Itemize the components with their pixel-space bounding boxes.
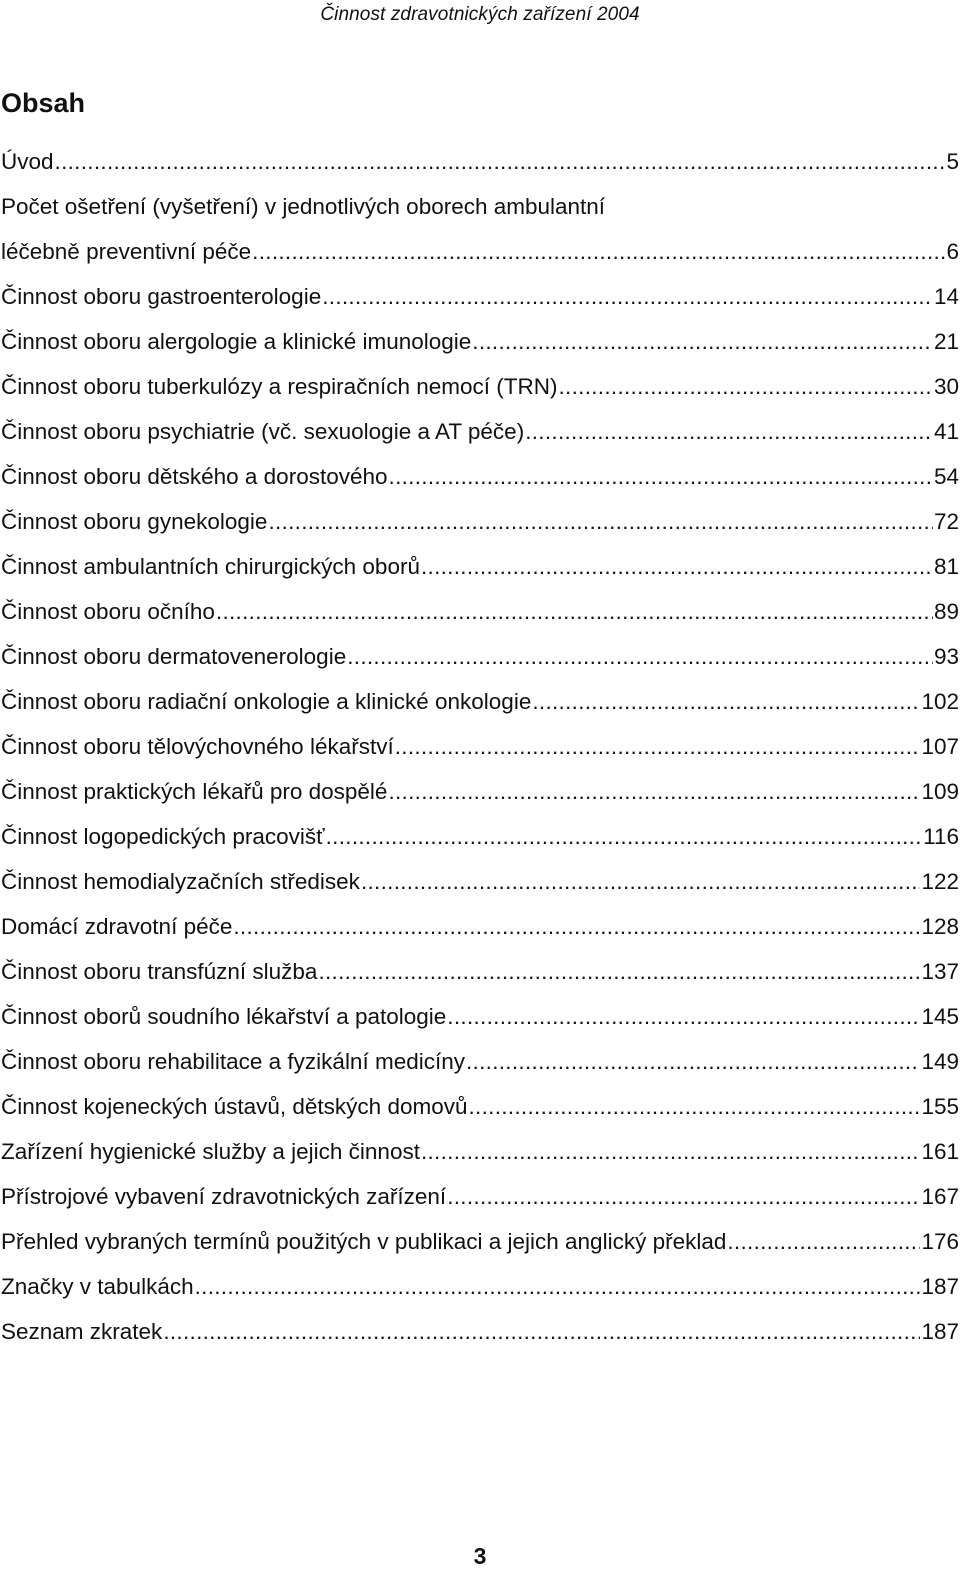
- toc-entry[interactable]: [1, 279, 959, 324]
- toc-entry-page: 167: [921, 1184, 959, 1209]
- running-header: Činnost zdravotnických zařízení 2004: [320, 4, 640, 25]
- toc-entry-title: Činnost oboru dětského a dorostového: [1, 464, 388, 489]
- toc-dot-leader: [388, 774, 920, 810]
- toc-entry-page: 145: [921, 1004, 959, 1029]
- toc-entry-page: 14: [933, 284, 959, 309]
- toc-entry-page: 5: [946, 149, 959, 174]
- toc-dot-leader: [233, 909, 920, 945]
- toc-entry-page: 93: [933, 644, 959, 669]
- toc-dot-leader: [195, 1269, 921, 1305]
- toc-dot-leader: [163, 1314, 920, 1350]
- toc-entry[interactable]: [1, 999, 959, 1044]
- toc-entry[interactable]: [1, 774, 959, 819]
- toc-entry-page: 155: [921, 1094, 959, 1119]
- toc-entry[interactable]: [1, 504, 959, 549]
- toc-dot-leader: [525, 414, 933, 450]
- toc-entry[interactable]: [1, 909, 959, 954]
- toc-entry[interactable]: [1, 864, 959, 909]
- toc-entry-page: 149: [921, 1049, 959, 1074]
- toc-dot-leader: [326, 819, 923, 855]
- toc-entry-page: 72: [933, 509, 959, 534]
- toc-entry[interactable]: [1, 1089, 959, 1134]
- toc-entry-page: 187: [921, 1319, 959, 1344]
- toc-dot-leader: [395, 729, 921, 765]
- toc-entry[interactable]: [1, 684, 959, 729]
- toc-dot-leader: [322, 279, 933, 315]
- toc-entry-title: Činnost oboru psychiatrie (vč. sexuologie a AT péče): [1, 419, 525, 444]
- toc-dot-leader: [447, 999, 920, 1035]
- toc-entry-page: 137: [921, 959, 959, 984]
- toc-entry-page: 81: [933, 554, 959, 579]
- toc-entry[interactable]: [1, 1179, 959, 1224]
- toc-dot-leader: [466, 1044, 920, 1080]
- toc-entry-page: 109: [921, 779, 959, 804]
- toc-entry-page: 176: [921, 1229, 959, 1254]
- toc-entry-title: Seznam zkratek: [1, 1319, 163, 1344]
- toc-entry[interactable]: [1, 189, 959, 279]
- toc-entry-title: Činnost hemodialyzačních středisek: [1, 869, 360, 894]
- toc-entry-title: Činnost oborů soudního lékařství a patologie: [1, 1004, 447, 1029]
- toc-entry[interactable]: [1, 729, 959, 774]
- toc-entry[interactable]: [1, 1314, 959, 1359]
- toc-dot-leader: [421, 1134, 921, 1170]
- toc-dot-leader: [532, 684, 920, 720]
- toc-dot-leader: [469, 1089, 921, 1125]
- toc-entry[interactable]: [1, 819, 959, 864]
- toc-entry[interactable]: [1, 324, 959, 369]
- toc-dot-leader: [268, 504, 933, 540]
- toc-entry[interactable]: [1, 459, 959, 504]
- toc-entry-page: 187: [921, 1274, 959, 1299]
- toc-entry[interactable]: [1, 549, 959, 594]
- page-number: 3: [473, 1543, 487, 1569]
- toc-entry-title: Činnost oboru rehabilitace a fyzikální medicíny: [1, 1049, 465, 1074]
- toc-dot-leader: [389, 459, 933, 495]
- toc-entry-title: Činnost oboru transfúzní služba: [1, 959, 318, 984]
- toc-entry-title: Činnost oboru tělovýchovného lékařství: [1, 734, 394, 759]
- toc-entry-title: léčebně preventivní péče: [1, 239, 252, 264]
- toc-entry-page: 89: [933, 599, 959, 624]
- toc-entry[interactable]: [1, 1044, 959, 1089]
- toc-entry[interactable]: [1, 1134, 959, 1179]
- table-of-contents: [1, 144, 959, 1359]
- toc-dot-leader: [55, 144, 946, 180]
- toc-entry-title: Značky v tabulkách: [1, 1274, 194, 1299]
- toc-entry-title: Činnost ambulantních chirurgických oborů: [1, 554, 420, 579]
- toc-dot-leader: [347, 639, 933, 675]
- toc-entry-title: Činnost praktických lékařů pro dospělé: [1, 779, 388, 804]
- toc-entry-title-line-1: Počet ošetření (vyšetření) v jednotlivých oborech ambulantní: [1, 194, 606, 219]
- toc-dot-leader: [361, 864, 921, 900]
- toc-entry-title: Činnost oboru gynekologie: [1, 509, 268, 534]
- toc-entry-title: Domácí zdravotní péče: [1, 914, 233, 939]
- toc-entry-title: Zařízení hygienické služby a jejich činnost: [1, 1139, 420, 1164]
- toc-entry-title: Úvod: [1, 149, 54, 174]
- toc-entry[interactable]: [1, 1224, 959, 1269]
- toc-dot-leader: [421, 549, 933, 585]
- toc-dot-leader: [558, 369, 932, 405]
- toc-entry[interactable]: [1, 369, 959, 414]
- toc-entry-page: 122: [921, 869, 959, 894]
- toc-dot-leader: [318, 954, 920, 990]
- toc-dot-leader: [216, 594, 933, 630]
- toc-entry-page: 6: [946, 239, 959, 264]
- toc-entry-title: Činnost kojeneckých ústavů, dětských domovů: [1, 1094, 468, 1119]
- toc-dot-leader: [472, 324, 933, 360]
- toc-entry-page: 107: [921, 734, 959, 759]
- toc-entry[interactable]: [1, 414, 959, 459]
- toc-heading: Obsah: [1, 88, 86, 118]
- toc-entry-page: 161: [921, 1139, 959, 1164]
- toc-entry-page: 116: [923, 824, 959, 849]
- toc-entry-page: 128: [921, 914, 959, 939]
- toc-entry-page: 21: [933, 329, 959, 354]
- toc-entry-title: Přehled vybraných termínů použitých v publikaci a jejich anglický překlad: [1, 1229, 727, 1254]
- toc-entry-title: Činnost oboru tuberkulózy a respiračních nemocí (TRN): [1, 374, 558, 399]
- toc-entry-page: 30: [933, 374, 959, 399]
- toc-dot-leader: [447, 1179, 920, 1215]
- toc-entry[interactable]: [1, 1269, 959, 1314]
- toc-entry-page: 54: [933, 464, 959, 489]
- toc-entry[interactable]: [1, 954, 959, 999]
- toc-entry[interactable]: [1, 639, 959, 684]
- toc-entry-page: 41: [933, 419, 959, 444]
- toc-dot-leader: [252, 234, 945, 270]
- toc-entry-page: 102: [921, 689, 959, 714]
- toc-entry-title: Činnost oboru radiační onkologie a klinické onkologie: [1, 689, 532, 714]
- toc-entry[interactable]: [1, 144, 959, 189]
- toc-entry-title: Přístrojové vybavení zdravotnických zařízení: [1, 1184, 447, 1209]
- toc-entry[interactable]: [1, 594, 959, 639]
- toc-entry-title: Činnost oboru gastroenterologie: [1, 284, 322, 309]
- toc-entry-title: Činnost oboru očního: [1, 599, 215, 624]
- toc-entry-title: Činnost oboru dermatovenerologie: [1, 644, 347, 669]
- toc-entry-title: Činnost logopedických pracovišť: [1, 824, 325, 849]
- toc-dot-leader: [727, 1224, 920, 1260]
- toc-entry-title: Činnost oboru alergologie a klinické imunologie: [1, 329, 472, 354]
